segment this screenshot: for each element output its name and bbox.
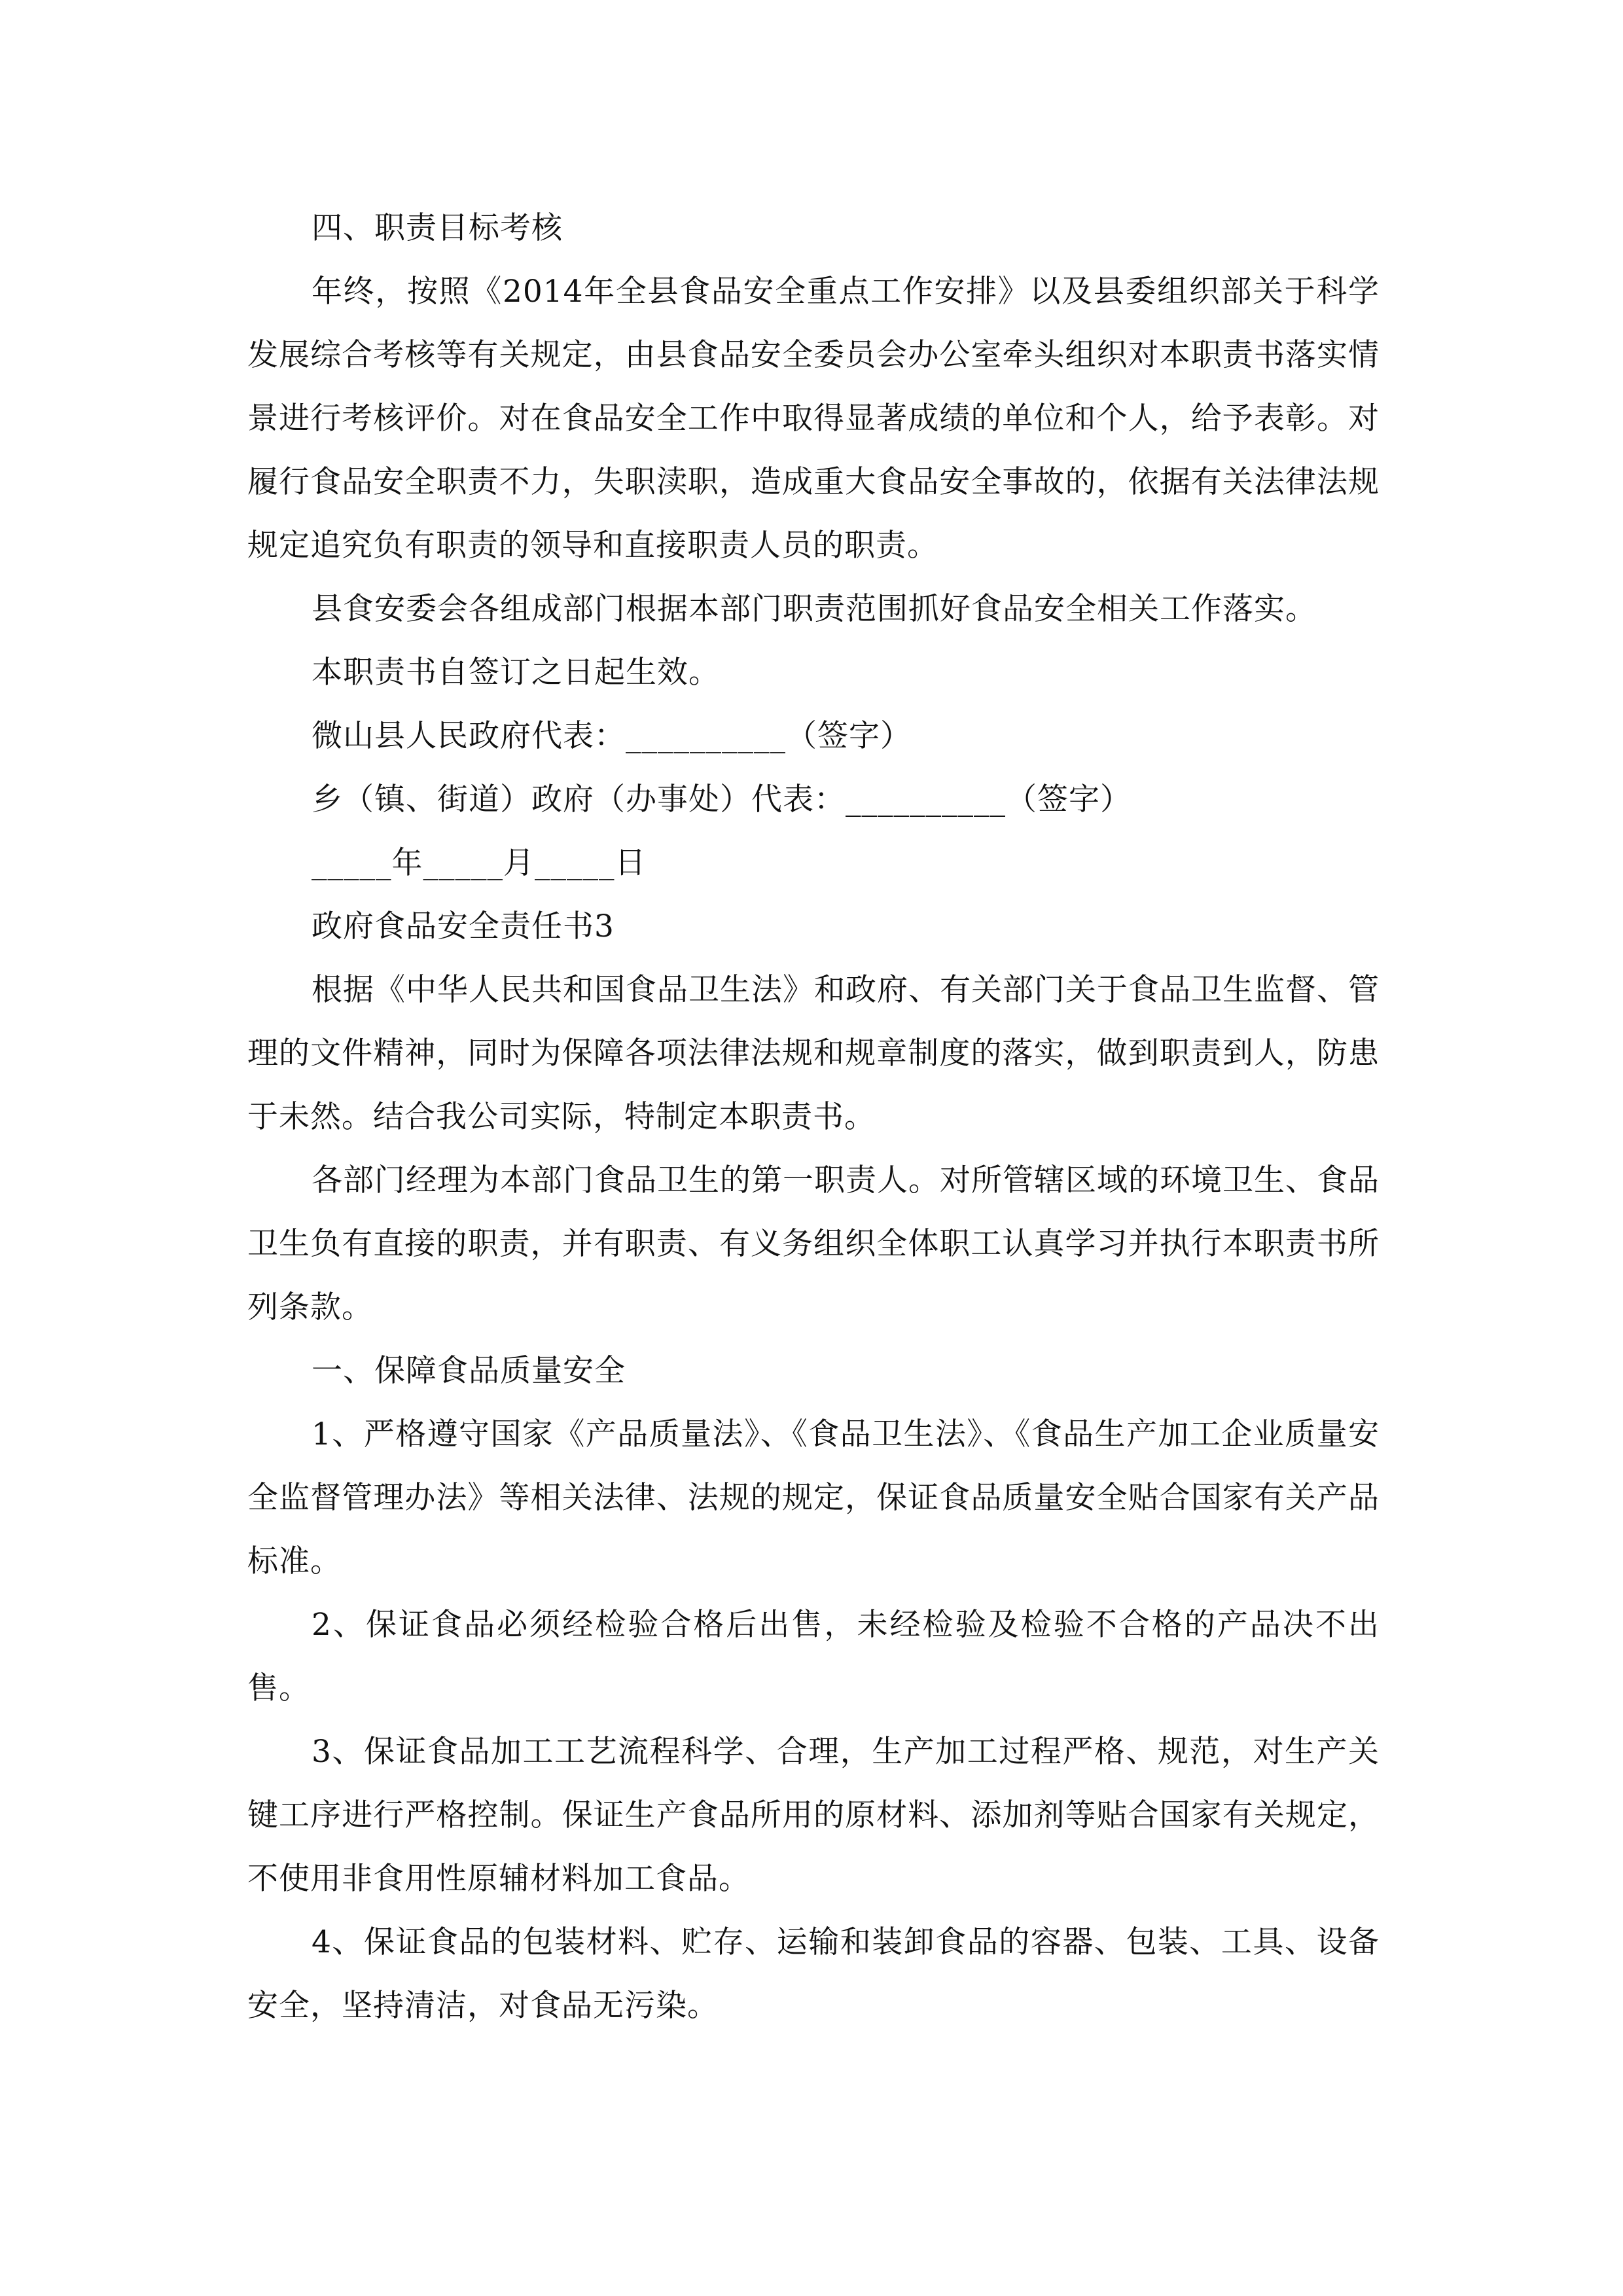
paragraph-department-managers: 各部门经理为本部门食品卫生的第一职责人。对所管辖区域的环境卫生、食品卫生负有直接的职责，并有职责、有义务组织全体职工认真学习并执行本职责书所列条款。 [247,1162,1380,1325]
paragraph-year-end-assessment: 年终，按照《2014年全县食品安全重点工作安排》以及县委组织部关于科学发展综合考核等有关规定，由县食品安全委员会办公室牵头组织对本职责书落实情景进行考核评价。对在食品安全工作中取得显著成绩的单位和个人，给予表彰。对履行食品安全职责不力，失职渎职，造成重大食品安全事故的，依据有关法律法规规定追究负有职责的领导和直接职责人员的职责。 [247,274,1380,564]
paragraph-departments-responsibility: 县食安委会各组成部门根据本部门职责范围抓好食品安全相关工作落实。 [312,591,1317,627]
paragraph-effective-date: 本职责书自签订之日起生效。 [312,655,720,691]
section-heading-duty-assessment: 四、职责目标考核 [312,210,563,246]
list-item-2: 2、保证食品必须经检验合格后出售，未经检验及检验不合格的产品决不出售。 [247,1607,1380,1706]
date-line: _____年_____月_____日 [312,845,647,881]
document-title-responsibility-3: 政府食品安全责任书3 [312,908,615,944]
list-item-1: 1、严格遵守国家《产品质量法》、《食品卫生法》、《食品生产加工企业质量安全监督管理办法》等相关法律、法规的规定，保证食品质量安全贴合国家有关产品标准。 [247,1416,1380,1579]
signature-line-township-government: 乡（镇、街道）政府（办事处）代表：__________（签字） [312,781,1132,817]
document-body [247,196,1380,2037]
section-heading-food-quality: 一、保障食品质量安全 [312,1353,626,1389]
list-item-3: 3、保证食品加工工艺流程科学、合理，生产加工过程严格、规范，对生产关键工序进行严格控制。保证生产食品所用的原材料、添加剂等贴合国家有关规定，不使用非食用性原辅材料加工食品。 [247,1734,1380,1897]
signature-line-county-government: 微山县人民政府代表：__________（签字） [312,718,912,754]
list-item-4: 4、保证食品的包装材料、贮存、运输和装卸食品的容器、包装、工具、设备安全，坚持清洁，对食品无污染。 [247,1924,1380,2024]
paragraph-legal-basis: 根据《中华人民共和国食品卫生法》和政府、有关部门关于食品卫生监督、管理的文件精神，同时为保障各项法律法规和规章制度的落实，做到职责到人，防患于未然。结合我公司实际，特制定本职责书。 [247,972,1380,1135]
